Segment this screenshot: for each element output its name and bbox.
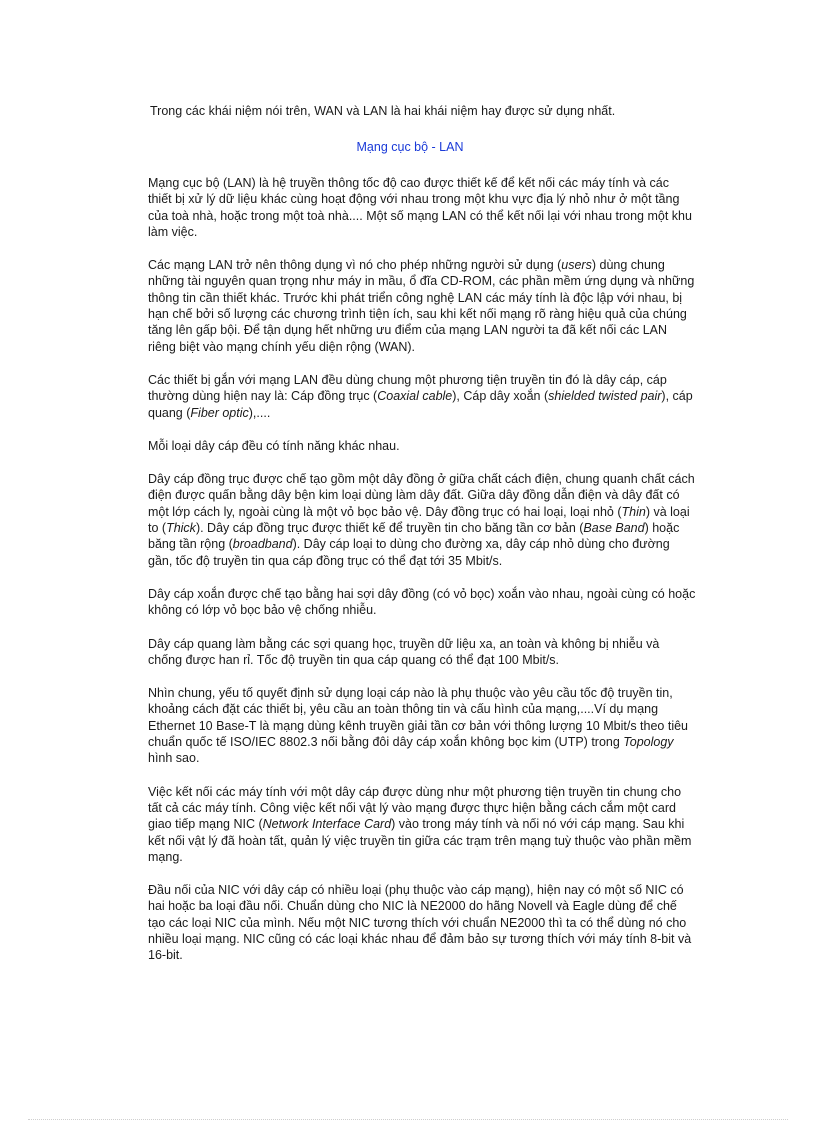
section-heading: Mạng cục bộ - LAN <box>356 140 464 154</box>
paragraph-text: Các mạng LAN trở nên thông dụng vì nó cho phép những người sử dụng ( <box>148 258 562 273</box>
paragraph-text: ). Dây cáp đồng trục được thiết kế để truyền tin cho băng tần cơ bản ( <box>195 521 584 536</box>
body-paragraph <box>148 175 696 240</box>
paragraph-text: Nhìn chung, yếu tố quyết định sử dụng loại cáp nào là phụ thuộc vào yêu cầu tốc độ truyền tin, khoảng cách đặt các thiết bị, yêu cầu an toàn thông tin và cấu hình của mạng,....Ví dụ mạng Ethernet 10 Base-T là mạng dùng kênh truyền giải tần cơ bản với thông lượng 10 Mbit/s theo tiêu chuẩn quốc tế ISO/IEC 8802.3 nối bằng đôi dây cáp xoắn không bọc kim (UTP) trong <box>148 686 688 750</box>
body-paragraph <box>148 257 696 355</box>
paragraph-text: ), Cáp dây xoắn ( <box>452 389 549 404</box>
italic-term: broadband <box>232 537 293 552</box>
paragraph-text: ),.... <box>248 405 271 420</box>
italic-term: users <box>561 258 592 273</box>
paragraph-text: ), cáp quang ( <box>148 389 693 420</box>
body-paragraph <box>148 784 696 865</box>
paragraph-text: Mạng cục bộ (LAN) là hệ truyền thông tốc độ cao được thiết kế để kết nối các máy tính và các thiết bị xử lý dữ liệu khác cùng hoạt động với nhau trong một khu vực địa lý nhỏ như ở một tầng của toà nhà, hoặc trong một toà nhà.... Một số mạng LAN có thể kết nối lại với nhau trong một khu làm việc. <box>148 176 692 239</box>
body-paragraph <box>148 438 696 454</box>
body-paragraph <box>148 636 696 669</box>
paragraph-text: Việc kết nối các máy tính với một dây cáp được dùng như một phương tiện truyền tin chung cho tất cả các máy tính. Công việc kết nối vật lý vào mạng được thực hiện bằng cách cắm một card giao tiếp mạng NIC ( <box>148 784 682 832</box>
paragraph-text: hình sao. <box>148 751 200 766</box>
paragraph-text: ) vào trong máy tính và nối nó với cáp mạng. Sau khi kết nối vật lý đã hoàn tất, quản lý việc truyền tin giữa các trạm trên mạng tuỳ thuộc vào phần mềm mạng. <box>148 817 692 864</box>
paragraph-text: Đầu nối của NIC với dây cáp có nhiều loại (phụ thuộc vào cáp mạng), hiện nay có một số NIC có hai hoặc ba loại đầu nối. Chuẩn dùng cho NIC là NE2000 do hãng Novell và Eagle dùng để chế tạo các loại NIC của mình. Nếu một NIC tương thích với chuẩn NE2000 thì ta có thể dùng nó cho nhiều loại mạng. NIC cũng có các loại khác nhau để đảm bảo sự tương thích với máy tính 8-bit và 16-bit. <box>148 883 692 963</box>
page-bottom-divider <box>28 1119 788 1120</box>
paragraph-text: ) dùng chung những tài nguyên quan trọng như máy in mầu, ổ đĩa CD-ROM, các phần mềm ứng dụng và những thông tin cần thiết khác. Trước khi phát triển công nghệ LAN các máy tính là độc lập với nhau, bị hạn chế bởi số lượng các chương trình tiện ích, sau khi kết nối mạng rõ ràng hiệu quả của chúng tăng lên gấp bội. Để tận dụng hết những ưu điểm của mạng LAN người ta đã kết nối các LAN riêng biệt vào mạng chính yếu diện rộng (WAN). <box>148 258 695 354</box>
body-paragraph <box>148 471 696 569</box>
italic-term: shielded twisted pair <box>548 389 662 404</box>
italic-term: Coaxial cable <box>377 389 453 404</box>
intro-line: Trong các khái niệm nói trên, WAN và LAN là hai khái niệm hay được sử dụng nhất. <box>150 104 616 118</box>
italic-term: Network Interface Card <box>262 817 392 832</box>
paragraph-text: Dây cáp xoắn được chế tạo bằng hai sợi dây đồng (có vỏ bọc) xoắn vào nhau, ngoài cùng có hoặc không có lớp vỏ bọc bảo vệ chống nhiễu. <box>148 586 696 618</box>
italic-term: Topology <box>623 735 674 750</box>
body-paragraph <box>148 586 696 619</box>
body-paragraph <box>148 372 696 421</box>
paragraph-text: ) hoặc băng tần rộng ( <box>148 521 680 552</box>
paragraph-text: ). Dây cáp loại to dùng cho đường xa, dây cáp nhỏ dùng cho đường gần, tốc độ truyền tin qua cáp đồng trục có thể đạt tới 35 Mbit/s. <box>148 537 670 568</box>
paragraph-text: Dây cáp đồng trục được chế tạo gồm một dây đồng ở giữa chất cách điện, chung quanh chất cách điện được quấn bằng dây bện kim loại dùng làm dây đất. Giữa dây đồng dẫn điện và dây đất có một lớp cách ly, ngoài cùng là một vỏ bọc bảo vệ. Dây đồng trục có hai loại, loại nhỏ ( <box>148 472 695 519</box>
italic-term: Fiber optic <box>190 405 249 420</box>
paragraph-text: Dây cáp quang làm bằng các sợi quang học, truyền dữ liệu xa, an toàn và không bị nhiễu và chống được han rỉ. Tốc độ truyền tin qua cáp quang có thể đạt 100 Mbit/s. <box>148 636 660 667</box>
document-body <box>148 175 696 981</box>
italic-term: Thick <box>166 521 196 536</box>
body-paragraph <box>148 882 696 963</box>
paragraph-text: ) và loại to ( <box>148 504 690 536</box>
paragraph-text: Mỗi loại dây cáp đều có tính năng khác nhau. <box>148 438 400 453</box>
body-paragraph <box>148 685 696 766</box>
italic-term: Thin <box>621 504 646 519</box>
paragraph-text: Các thiết bị gắn với mạng LAN đều dùng chung một phương tiện truyền tin đó là dây cáp, cáp thường dùng hiện nay là: Cáp đồng trục ( <box>148 372 667 404</box>
italic-term: Base Band <box>583 521 645 536</box>
